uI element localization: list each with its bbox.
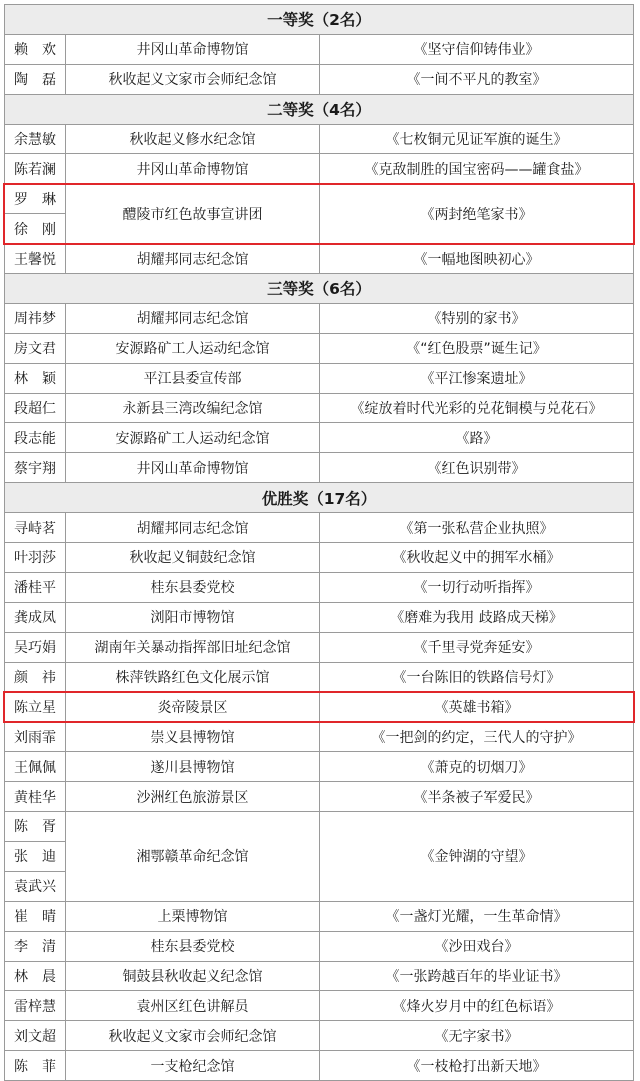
- winner-row: [5, 543, 634, 573]
- winner-work: 《一张跨越百年的毕业证书》: [320, 961, 634, 991]
- section-header-row: [5, 5, 634, 35]
- winner-work: 《一枝枪打出新天地》: [320, 1051, 634, 1081]
- winner-row: [5, 64, 634, 94]
- winner-unit: 永新县三湾改编纪念馆: [66, 393, 320, 423]
- section-header-row: [5, 274, 634, 304]
- winner-row: [5, 961, 634, 991]
- awards-table: [4, 4, 634, 1081]
- winner-unit: 安源路矿工人运动纪念馆: [66, 423, 320, 453]
- winner-name: 陈 胥: [5, 812, 66, 842]
- winner-name: 颜 祎: [5, 662, 66, 692]
- winner-unit: 秋收起义铜鼓纪念馆: [66, 543, 320, 573]
- winner-work: 《“红色股票”诞生记》: [320, 333, 634, 363]
- winner-unit: 一支枪纪念馆: [66, 1051, 320, 1081]
- winner-name: 陈 菲: [5, 1051, 66, 1081]
- winner-work: 《平江惨案遗址》: [320, 363, 634, 393]
- winner-name: 余慧敏: [5, 124, 66, 154]
- section-title: 一等奖（2名）: [5, 5, 634, 35]
- winner-unit: 秋收起义文家市会师纪念馆: [66, 64, 320, 94]
- winner-name: 段志能: [5, 423, 66, 453]
- winner-work: 《金钟湖的守望》: [320, 812, 634, 902]
- winner-unit: 炎帝陵景区: [66, 692, 320, 722]
- winner-row: [5, 1021, 634, 1051]
- winner-unit: 井冈山革命博物馆: [66, 453, 320, 483]
- winner-row: [5, 662, 634, 692]
- winner-work: 《秋收起义中的拥军水桶》: [320, 543, 634, 573]
- winner-name: 雷梓慧: [5, 991, 66, 1021]
- winner-unit: 胡耀邦同志纪念馆: [66, 244, 320, 274]
- winner-name: 周祎梦: [5, 303, 66, 333]
- winner-work: 《烽火岁月中的红色标语》: [320, 991, 634, 1021]
- winner-row: [5, 901, 634, 931]
- winner-name: 崔 晴: [5, 901, 66, 931]
- winner-work: 《路》: [320, 423, 634, 453]
- winner-unit: 醴陵市红色故事宣讲团: [66, 184, 320, 244]
- winner-unit: 秋收起义修水纪念馆: [66, 124, 320, 154]
- winner-name: 房文君: [5, 333, 66, 363]
- winner-row: [5, 423, 634, 453]
- winner-name: 林 颖: [5, 363, 66, 393]
- winner-name: 袁武兴: [5, 871, 66, 901]
- winner-work: 《红色识别带》: [320, 453, 634, 483]
- winner-row: [5, 124, 634, 154]
- winner-row: [5, 393, 634, 423]
- winner-row: [5, 752, 634, 782]
- winner-unit: 上栗博物馆: [66, 901, 320, 931]
- winner-row: [5, 34, 634, 64]
- winner-unit: 铜鼓县秋收起义纪念馆: [66, 961, 320, 991]
- winner-unit: 桂东县委党校: [66, 931, 320, 961]
- winner-row: [5, 692, 634, 722]
- winner-unit: 袁州区红色讲解员: [66, 991, 320, 1021]
- winner-name: 陈若澜: [5, 154, 66, 184]
- winner-work: 《一把剑的约定，三代人的守护》: [320, 722, 634, 752]
- winner-row: [5, 572, 634, 602]
- winner-name: 刘雨霏: [5, 722, 66, 752]
- winner-work: 《沙田戏台》: [320, 931, 634, 961]
- winner-name: 陶 磊: [5, 64, 66, 94]
- section-title: 优胜奖（17名）: [5, 483, 634, 513]
- winner-name: 蔡宇翔: [5, 453, 66, 483]
- winner-unit: 井冈山革命博物馆: [66, 34, 320, 64]
- winner-row: [5, 602, 634, 632]
- winner-row: [5, 513, 634, 543]
- winner-row: [5, 184, 634, 214]
- winner-name: 徐 刚: [5, 214, 66, 244]
- winner-unit: 井冈山革命博物馆: [66, 154, 320, 184]
- winner-work: 《一间不平凡的教室》: [320, 64, 634, 94]
- winner-work: 《半条被子军爱民》: [320, 782, 634, 812]
- winner-name: 陈立星: [5, 692, 66, 722]
- winner-work: 《萧克的切烟刀》: [320, 752, 634, 782]
- winner-work: 《坚守信仰铸伟业》: [320, 34, 634, 64]
- winner-work: 《克敌制胜的国宝密码——罐食盐》: [320, 154, 634, 184]
- winner-unit: 安源路矿工人运动纪念馆: [66, 333, 320, 363]
- winner-row: [5, 1051, 634, 1081]
- section-header-row: [5, 94, 634, 124]
- winner-work: 《两封绝笔家书》: [320, 184, 634, 244]
- winner-work: 《千里寻党奔延安》: [320, 632, 634, 662]
- winner-work: 《七枚铜元见证军旗的诞生》: [320, 124, 634, 154]
- winner-unit: 沙洲红色旅游景区: [66, 782, 320, 812]
- winner-work: 《一幅地图映初心》: [320, 244, 634, 274]
- winner-name: 罗 琳: [5, 184, 66, 214]
- winner-row: [5, 722, 634, 752]
- winner-name: 刘文超: [5, 1021, 66, 1051]
- winner-unit: 桂东县委党校: [66, 572, 320, 602]
- winner-row: [5, 931, 634, 961]
- winner-unit: 秋收起义文家市会师纪念馆: [66, 1021, 320, 1051]
- winner-unit: 平江县委宣传部: [66, 363, 320, 393]
- section-header-row: [5, 483, 634, 513]
- winner-unit: 胡耀邦同志纪念馆: [66, 303, 320, 333]
- winner-unit: 湖南年关暴动指挥部旧址纪念馆: [66, 632, 320, 662]
- winner-unit: 浏阳市博物馆: [66, 602, 320, 632]
- winner-work: 《英雄书箱》: [320, 692, 634, 722]
- winner-work: 《绽放着时代光彩的兑花铜模与兑花石》: [320, 393, 634, 423]
- winner-work: 《无字家书》: [320, 1021, 634, 1051]
- section-title: 三等奖（6名）: [5, 274, 634, 304]
- section-title: 二等奖（4名）: [5, 94, 634, 124]
- winner-name: 李 清: [5, 931, 66, 961]
- winner-name: 张 迪: [5, 841, 66, 871]
- winner-row: [5, 154, 634, 184]
- winner-work: 《一盏灯光耀，一生革命情》: [320, 901, 634, 931]
- winner-name: 龚成凤: [5, 602, 66, 632]
- winner-name: 寻峙茗: [5, 513, 66, 543]
- winner-unit: 湘鄂赣革命纪念馆: [66, 812, 320, 902]
- winner-name: 吴巧娟: [5, 632, 66, 662]
- winner-name: 叶羽莎: [5, 543, 66, 573]
- winner-unit: 崇义县博物馆: [66, 722, 320, 752]
- winner-row: [5, 991, 634, 1021]
- winner-row: [5, 453, 634, 483]
- winner-row: [5, 812, 634, 842]
- winner-name: 赖 欢: [5, 34, 66, 64]
- winner-unit: 株萍铁路红色文化展示馆: [66, 662, 320, 692]
- winner-row: [5, 333, 634, 363]
- winner-unit: 胡耀邦同志纪念馆: [66, 513, 320, 543]
- winner-row: [5, 244, 634, 274]
- winner-work: 《第一张私营企业执照》: [320, 513, 634, 543]
- winner-row: [5, 632, 634, 662]
- winner-name: 王馨悦: [5, 244, 66, 274]
- winner-unit: 遂川县博物馆: [66, 752, 320, 782]
- winner-work: 《一切行动听指挥》: [320, 572, 634, 602]
- winner-work: 《特别的家书》: [320, 303, 634, 333]
- winner-name: 黄桂华: [5, 782, 66, 812]
- winner-row: [5, 782, 634, 812]
- winner-name: 林 晨: [5, 961, 66, 991]
- winner-name: 王佩佩: [5, 752, 66, 782]
- winner-name: 段超仁: [5, 393, 66, 423]
- winner-work: 《磨难为我用 歧路成天梯》: [320, 602, 634, 632]
- winner-work: 《一台陈旧的铁路信号灯》: [320, 662, 634, 692]
- winner-row: [5, 303, 634, 333]
- winner-name: 潘桂平: [5, 572, 66, 602]
- winner-row: [5, 363, 634, 393]
